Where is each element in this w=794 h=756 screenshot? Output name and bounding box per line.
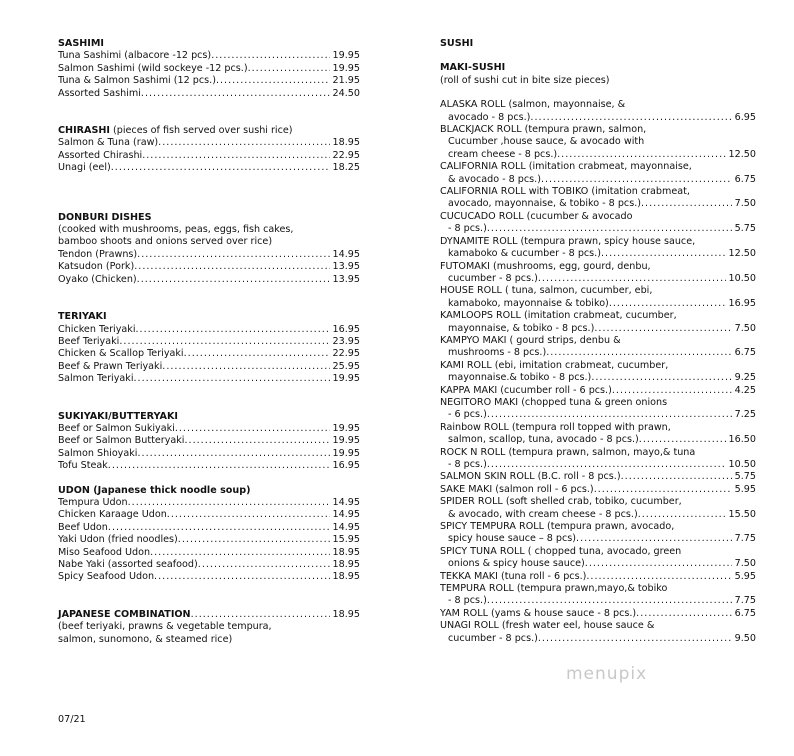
item-price: 12.50 [728, 148, 756, 160]
item-price: 19.95 [332, 422, 360, 434]
item-name: Assorted Chirashi [58, 149, 143, 161]
menu-item [58, 460, 360, 472]
item-name: Salmon Sashimi (wild sockeye -12 pcs.) [58, 62, 248, 74]
item-price: 18.95 [332, 137, 360, 149]
item-price: 22.95 [332, 149, 360, 161]
menu-item [440, 372, 756, 384]
item-name: SPICY TUNA ROLL ( chopped tuna, avocado, green [440, 545, 682, 557]
sashimi-section [58, 38, 360, 100]
menu-item [440, 273, 756, 285]
section-title: TERIYAKI [58, 311, 107, 323]
menu-item [58, 547, 360, 559]
menu-item [58, 261, 360, 273]
item-name: mayonnaise, & tobiko - 8 pcs.) [448, 322, 595, 334]
item-name: SAKE MAKI (salmon roll - 6 pcs.) [440, 483, 594, 495]
menu-item [58, 336, 360, 348]
item-name: mushrooms - 8 pcs.) [448, 347, 547, 359]
menu-item [58, 361, 360, 373]
item-price: 6.75 [734, 607, 756, 619]
item-name: spicy house sauce – 8 pcs) [448, 533, 577, 545]
item-price: 7.75 [734, 595, 756, 607]
item-name: cream cheese - 8 pcs.) [448, 148, 558, 160]
item-name: DYNAMITE ROLL (tempura prawn, spicy house sauce, [440, 235, 696, 247]
section-description: salmon, sunomono, & steamed rice) [58, 633, 233, 645]
item-name: Assorted Sashimi [58, 87, 141, 99]
teriyaki-section [58, 311, 360, 385]
donburi-section [58, 212, 360, 286]
section-description: (cooked with mushrooms, peas, eggs, fish cakes, [58, 224, 294, 236]
section-description: (roll of sushi cut in bite size pieces) [440, 74, 610, 86]
item-name: ALASKA ROLL (salmon, mayonnaise, & [440, 99, 626, 111]
item-price: 14.95 [332, 496, 360, 508]
menu-item [440, 223, 756, 235]
item-price: 19.95 [332, 50, 360, 62]
menu-item [440, 248, 756, 260]
section-title: CHIRASHI [58, 125, 110, 137]
item-name: - 8 pcs.) [448, 459, 487, 470]
item-price: 4.25 [734, 384, 756, 396]
item-price: 14.95 [332, 248, 360, 260]
menu-item [440, 459, 756, 471]
section-title: UDON (Japanese thick noodle soup) [58, 484, 251, 496]
section-title: JAPANESE COMBINATION [58, 608, 191, 620]
item-name: avocado, mayonnaise, & tobiko - 8 pcs.) [448, 198, 641, 210]
item-name: SALMON SKIN ROLL (B.C. roll - 8 pcs.) [440, 471, 621, 483]
menu-item [58, 435, 360, 447]
item-name: Miso Seafood Udon [58, 546, 151, 558]
menu-item [58, 522, 360, 534]
item-name: Yaki Udon (fried noodles) [58, 534, 178, 546]
menu-item [440, 595, 756, 607]
menu-item [58, 348, 360, 360]
item-name: Chicken & Scallop Teriyaki [58, 348, 184, 360]
section-title: SUSHI [440, 38, 474, 49]
item-name: CALIFORNIA ROLL (imitation crabmeat, mayonnaise, [440, 161, 692, 173]
item-price: 16.95 [332, 460, 360, 472]
item-price: 5.75 [734, 471, 756, 483]
item-name: NEGITORO MAKI (chopped tuna & green onions [440, 396, 668, 408]
item-price: 7.25 [734, 409, 756, 421]
item-name: Oyako (Chicken) [58, 273, 137, 285]
section-description: bamboo shoots and onions served over rice) [58, 236, 273, 248]
menu-item [440, 149, 756, 161]
item-name: Nabe Yaki (assorted seafood) [58, 559, 198, 570]
item-name: cucumber - 8 pcs.) [448, 272, 538, 284]
item-name: kamaboko & cucumber - 8 pcs.) [448, 248, 601, 260]
item-name: salmon, scallop, tuna, avocado - 8 pcs.) [448, 434, 639, 446]
section-title: DONBURI DISHES [58, 211, 152, 223]
menu-item [58, 497, 360, 509]
item-name: - 8 pcs.) [448, 595, 487, 607]
item-price: 16.50 [728, 434, 756, 446]
menu-item [440, 347, 756, 359]
item-price: 12.50 [728, 248, 756, 260]
item-name: Spicy Seafood Udon [58, 571, 155, 583]
menu-item [440, 409, 756, 421]
item-price: 18.95 [332, 546, 360, 558]
menu-item [440, 608, 756, 620]
item-name: Tofu Steak [58, 460, 108, 472]
item-price: 7.75 [734, 533, 756, 545]
item-price: 15.50 [728, 508, 756, 520]
item-name: onions & spicy house sauce) [448, 558, 585, 570]
chirashi-section [58, 125, 360, 175]
item-name: - 8 pcs.) [448, 223, 487, 235]
item-name: Salmon Teriyaki [58, 373, 134, 385]
menu-item [440, 633, 756, 645]
item-price: 13.95 [332, 273, 360, 285]
menu-item [440, 558, 756, 570]
menupix-watermark: menupix [566, 664, 648, 684]
item-price: 18.95 [332, 559, 360, 570]
menu-item [440, 533, 756, 545]
menu-item [58, 448, 360, 460]
date-code: 07/21 [58, 714, 86, 725]
item-name: avocado - 8 pcs.) [448, 111, 531, 123]
item-price: 9.50 [734, 632, 756, 644]
section-title: SASHIMI [58, 38, 104, 49]
menu-item [440, 571, 756, 583]
section-subtitle: MAKI-SUSHI [440, 62, 506, 74]
item-name: Chicken Teriyaki [58, 323, 136, 335]
menu-item [58, 137, 360, 149]
item-name: Salmon Shioyaki [58, 447, 138, 459]
item-price: 19.95 [332, 435, 360, 447]
item-price: 16.95 [728, 297, 756, 309]
item-name: Rainbow ROLL (tempura roll topped with prawn, [440, 421, 671, 433]
item-name: cucumber - 8 pcs.) [448, 632, 538, 644]
menu-item [440, 198, 756, 210]
item-name: TEMPURA ROLL (tempura prawn,mayo,& tobiko [440, 583, 668, 595]
item-name: CUCUCADO ROLL (cucumber & avocado [440, 210, 633, 222]
menu-item [58, 571, 360, 583]
menu-item [58, 150, 360, 162]
item-name: FUTOMAKI (mushrooms, egg, gourd, denbu, [440, 260, 651, 272]
item-price: 14.95 [332, 509, 360, 521]
menu-item [58, 162, 360, 174]
item-price: 10.50 [728, 459, 756, 470]
item-price: 5.95 [734, 570, 756, 582]
menu-item [58, 50, 360, 62]
item-name: HOUSE ROLL ( tuna, salmon, cucumber, ebi, [440, 285, 653, 297]
item-name: mayonnaise.& tobiko - 8 pcs.) [448, 372, 592, 384]
menu-item [440, 112, 756, 124]
item-name: & avocado - 8 pcs.) [448, 173, 541, 185]
item-name: Unagi (eel) [58, 162, 111, 174]
item-name: KAMLOOPS ROLL (imitation crabmeat, cucumber, [440, 310, 677, 322]
item-price: 7.50 [734, 198, 756, 210]
item-name: KAMPYO MAKI ( gourd strips, denbu & [440, 334, 621, 346]
item-name: Tuna & Salmon Sashimi (12 pcs.) [58, 75, 216, 87]
item-name: Tendon (Prawns) [58, 248, 138, 260]
menu-item [58, 423, 360, 435]
item-name: Beef Teriyaki [58, 335, 120, 347]
menu-item [440, 385, 756, 397]
item-name: KAPPA MAKI (cucumber roll - 6 pcs.) [440, 384, 612, 396]
menu-item [440, 471, 756, 483]
item-name: BLACKJACK ROLL (tempura prawn, salmon, [440, 124, 647, 136]
item-price: 16.95 [332, 323, 360, 335]
item-name: UNAGI ROLL (fresh water eel, house sauce & [440, 620, 655, 632]
menu-item [58, 509, 360, 521]
menu-item [58, 88, 360, 100]
item-price: 15.95 [332, 534, 360, 546]
menu-item [58, 559, 360, 571]
item-price: 6.75 [734, 173, 756, 185]
item-price: 7.50 [734, 558, 756, 570]
item-price: 18.95 [332, 608, 360, 620]
item-price: 5.75 [734, 223, 756, 235]
item-name: KAMI ROLL (ebi, imitation crabmeat, cucumber, [440, 359, 669, 371]
menu-item [440, 509, 756, 521]
item-name: SPICY TEMPURA ROLL (tempura prawn, avocado, [440, 521, 675, 533]
item-price: 13.95 [332, 261, 360, 273]
menu-item [58, 63, 360, 75]
item-name: TEKKA MAKI (tuna roll - 6 pcs.) [440, 570, 587, 582]
item-name: Katsudon (Pork) [58, 261, 135, 273]
menu-item [440, 434, 756, 446]
menu-item [440, 174, 756, 186]
item-name: Beef Udon [58, 521, 108, 533]
menu-item [440, 323, 756, 335]
item-price: 14.95 [332, 521, 360, 533]
item-price: 24.50 [332, 87, 360, 99]
item-name: Beef or Salmon Butteryaki [58, 435, 185, 447]
sukiyaki-section [58, 411, 360, 473]
right-column [440, 38, 756, 645]
item-name: Tempura Udon [58, 496, 128, 508]
item-name: Chicken Karaage Udon [58, 509, 167, 521]
menu-item [58, 249, 360, 261]
item-name: CALIFORNIA ROLL with TOBIKO (imitation crabmeat, [440, 186, 690, 198]
menu-item [440, 298, 756, 310]
item-name: Salmon & Tuna (raw) [58, 137, 159, 149]
item-name: & avocado, with cream cheese - 8 pcs.) [448, 508, 638, 520]
item-name: ROCK N ROLL (tempura prawn, salmon, mayo,& tuna [440, 446, 696, 458]
item-price: 6.75 [734, 347, 756, 359]
item-price: 21.95 [332, 75, 360, 87]
menu-item [58, 324, 360, 336]
item-name: - 6 pcs.) [448, 409, 487, 421]
section-description: (pieces of fish served over sushi rice) [109, 125, 293, 137]
item-price: 23.95 [332, 335, 360, 347]
item-name: YAM ROLL (yams & house sauce - 8 pcs.) [440, 607, 637, 619]
menu-item [58, 609, 360, 621]
menu-item [58, 373, 360, 385]
left-column [58, 38, 360, 646]
item-name: kamaboko, mayonnaise & tobiko) [448, 297, 609, 309]
item-price: 6.95 [734, 111, 756, 123]
item-name: Cucumber ,house sauce, & avocado with [448, 136, 645, 148]
menu-item [58, 274, 360, 286]
item-price: 25.95 [332, 360, 360, 372]
section-title: SUKIYAKI/BUTTERYAKI [58, 410, 178, 422]
item-price: 18.25 [332, 162, 360, 174]
menu-item [58, 75, 360, 87]
item-price: 19.95 [332, 62, 360, 74]
item-name: SPIDER ROLL (soft shelled crab, tobiko, cucumber, [440, 496, 682, 508]
udon-section [58, 485, 360, 584]
item-price: 19.95 [332, 373, 360, 385]
item-price: 18.95 [332, 571, 360, 583]
item-price: 9.25 [734, 372, 756, 384]
section-description: (beef teriyaki, prawns & vegetable tempura, [58, 621, 272, 633]
combination-section [58, 609, 360, 646]
item-price: 7.50 [734, 322, 756, 334]
item-price: 19.95 [332, 447, 360, 459]
item-price: 5.95 [734, 483, 756, 495]
menu-item [440, 484, 756, 496]
item-name: Beef & Prawn Teriyaki [58, 360, 163, 372]
menu-item [58, 534, 360, 546]
item-name: Tuna Sashimi (albacore -12 pcs) [58, 50, 212, 62]
item-price: 22.95 [332, 348, 360, 360]
item-price: 10.50 [728, 272, 756, 284]
item-name: Beef or Salmon Sukiyaki [58, 422, 175, 434]
